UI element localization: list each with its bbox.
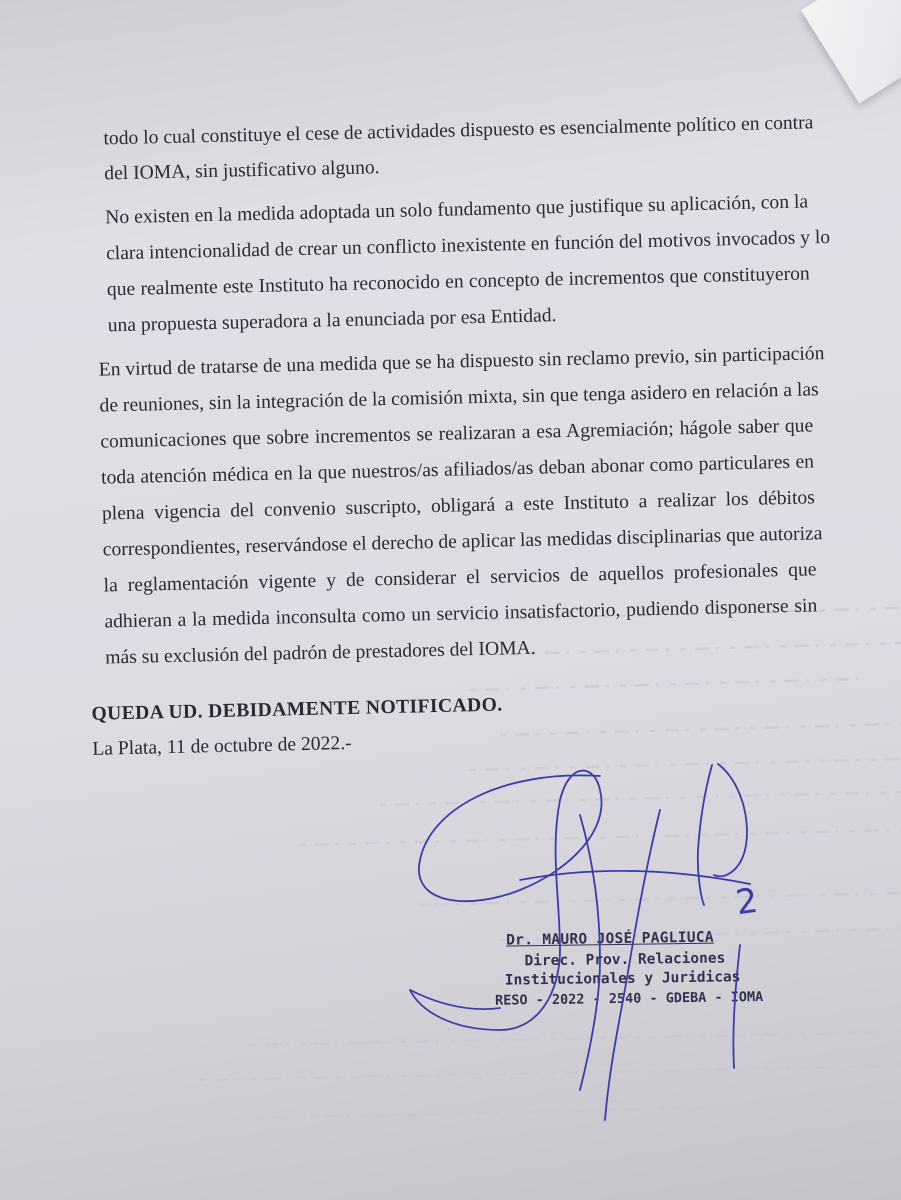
stamp-title-line2: Institucionales y Juridicas	[504, 969, 741, 989]
paragraph-line: la reglamentación vigente y de considerar el servicios de aquellos profesionales que	[103, 559, 817, 597]
paragraph-line: En virtud de tratarse de una medida que se ha dispuesto sin reclamo previo, sin participación	[98, 343, 825, 381]
paragraph-line: de reuniones, sin la integración de la comisión mixta, sin que tenga asidero en relación a las	[99, 379, 819, 417]
paragraph-line: todo lo cual constituye el cese de actividades dispuesto es esencialmente político en contra	[103, 112, 814, 150]
paragraph-line: plena vigencia del convenio suscripto, obligará a este Instituto a realizar los débitos	[101, 487, 816, 525]
notice-heading: QUEDA UD. DEBIDAMENTE NOTIFICADO.	[91, 694, 503, 725]
paragraph-line: comunicaciones que sobre incrementos se realizaran a esa Agremiación; hágole saber que	[100, 415, 814, 453]
stamp-name: Dr. MAURO JOSÉ PAGLIUCA	[506, 929, 714, 949]
paragraph-line: clara intencionalidad de crear un conflicto inexistente en función del motivos invocados y lo	[105, 226, 831, 265]
paragraph-line: correspondientes, reservándose el derecho de aplicar las medidas disciplinarias que autoriza	[102, 523, 823, 561]
paragraph-line: que realmente este Instituto ha reconocido en concepto de incrementos que constituyeron	[106, 263, 810, 301]
paragraph-line: adhieran a la medida inconsulta como un servicio insatisfactorio, pudiendo disponerse sin	[104, 595, 818, 633]
handwritten-mark: 2	[733, 880, 761, 924]
paragraph-line: No existen en la medida adoptada un solo fundamento que justifique su aplicación, con la	[105, 191, 809, 229]
paragraph-line: toda atención médica en la que nuestros/as afiliados/as deban abonar como particulares en	[100, 451, 815, 489]
paragraph-line: más su exclusión del padrón de prestadores del IOMA.	[105, 637, 536, 669]
place-date: La Plata, 11 de octubre de 2022.-	[92, 732, 352, 760]
stamp-resolution: RESO - 2022 - 2540 - GDEBA - IOMA	[494, 988, 764, 1009]
stamp-title-line1: Direc. Prov. Relaciones	[524, 950, 726, 970]
paragraph-line: una propuesta superadora a la enunciada por esa Entidad.	[107, 305, 557, 337]
paragraph-line: del IOMA, sin justificativo alguno.	[104, 157, 380, 185]
